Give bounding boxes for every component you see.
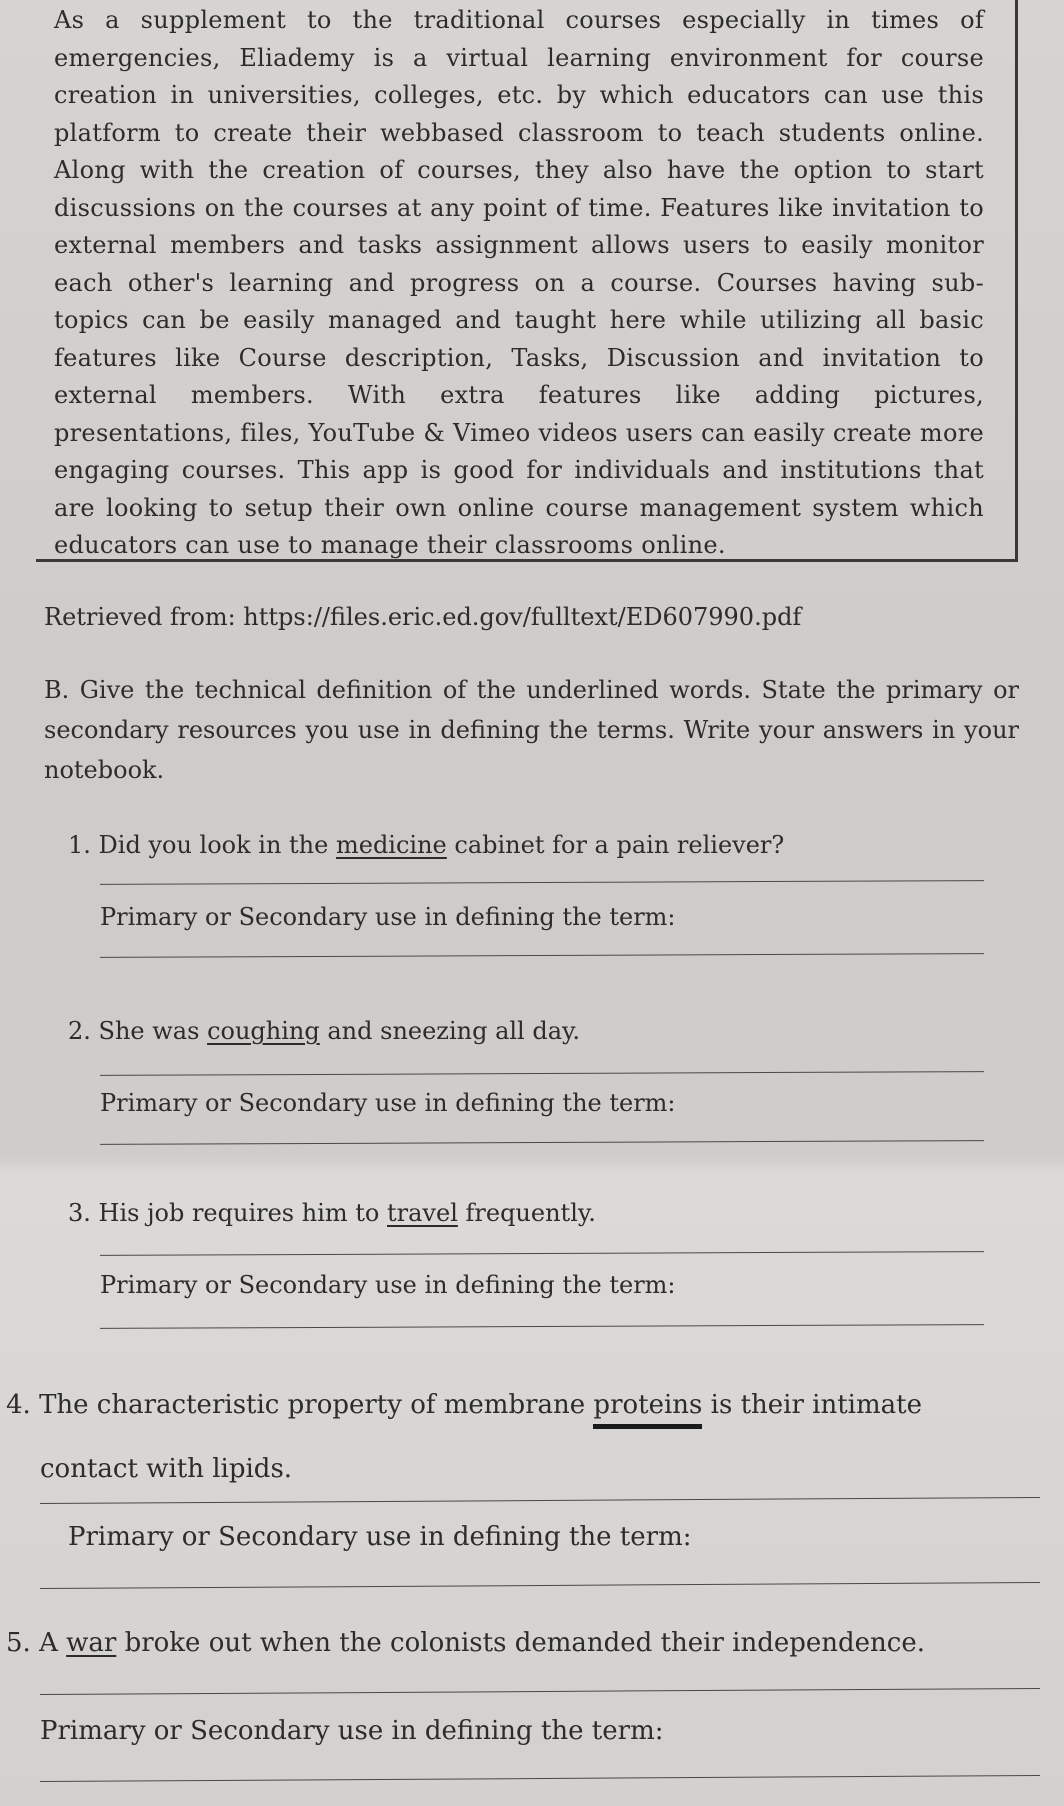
answer-line[interactable]	[100, 1251, 984, 1256]
answer-line[interactable]	[100, 953, 984, 958]
question-4-line-2: contact with lipids.	[40, 1454, 293, 1484]
passage-line-1: As a supplement to the traditional courses especially in times of	[54, 6, 984, 34]
prompt-3: Primary or Secondary use in defining the term:	[100, 1271, 676, 1299]
answer-line[interactable]	[40, 1582, 1040, 1589]
underlined-term: travel	[387, 1199, 458, 1227]
prompt-1: Primary or Secondary use in defining the term:	[100, 903, 676, 931]
answer-line[interactable]	[40, 1688, 1040, 1695]
answer-line[interactable]	[40, 1775, 1040, 1782]
prompt-2: Primary or Secondary use in defining the term:	[100, 1089, 676, 1117]
underlined-term: war	[66, 1628, 117, 1658]
answer-line[interactable]	[100, 1324, 984, 1329]
underlined-term: coughing	[207, 1017, 320, 1045]
passage-text	[54, 2, 984, 565]
question-5: 5. A war broke out when the colonists demanded their independence.	[6, 1628, 926, 1658]
underlined-term: medicine	[335, 831, 447, 859]
answer-line[interactable]	[100, 1071, 984, 1076]
answer-line[interactable]	[40, 1497, 1040, 1504]
question-3: 3. His job requires him to travel frequently.	[68, 1199, 596, 1227]
source-citation: Retrieved from: https://files.eric.ed.gov/fulltext/ED607990.pdf	[44, 603, 802, 631]
prompt-4: Primary or Secondary use in defining the term:	[68, 1522, 692, 1552]
passage-body: emergencies, Eliademy is a virtual learning environment for course creation in universities, colleges, etc. by which educators can use this platform to create their webbased classroom to teach students online. Along with the creation of courses, they also have the option to start discussions on the courses at any point of time. Features like invitation to external members and tasks assignment allows users to easily monitor each other's learning and progress on a course. Courses having sub-topics can be easily managed and taught here while utilizing all basic features like Course description, Tasks, Discussion and invitation to external members. With extra features like adding pictures, presentations, files, YouTube & Vimeo videos users can easily create more engaging courses. This app is good for individuals and institutions that are looking to setup their own online course management system which educators can use to manage their classrooms online.	[54, 43, 984, 559]
section-b-instructions: B. Give the technical definition of the underlined words. State the primary or secondary resources you use in defining the terms. Write your answers in your notebook.	[44, 676, 1019, 784]
underlined-term: proteins	[593, 1390, 702, 1429]
answer-line[interactable]	[100, 1140, 984, 1145]
answer-line[interactable]	[100, 880, 984, 885]
prompt-5: Primary or Secondary use in defining the term:	[40, 1716, 664, 1746]
question-2: 2. She was coughing and sneezing all day.	[68, 1017, 581, 1045]
question-1: 1. Did you look in the medicine cabinet for a pain reliever?	[68, 831, 785, 859]
question-4: 4. The characteristic property of membrane proteins is their intimate	[6, 1388, 922, 1422]
